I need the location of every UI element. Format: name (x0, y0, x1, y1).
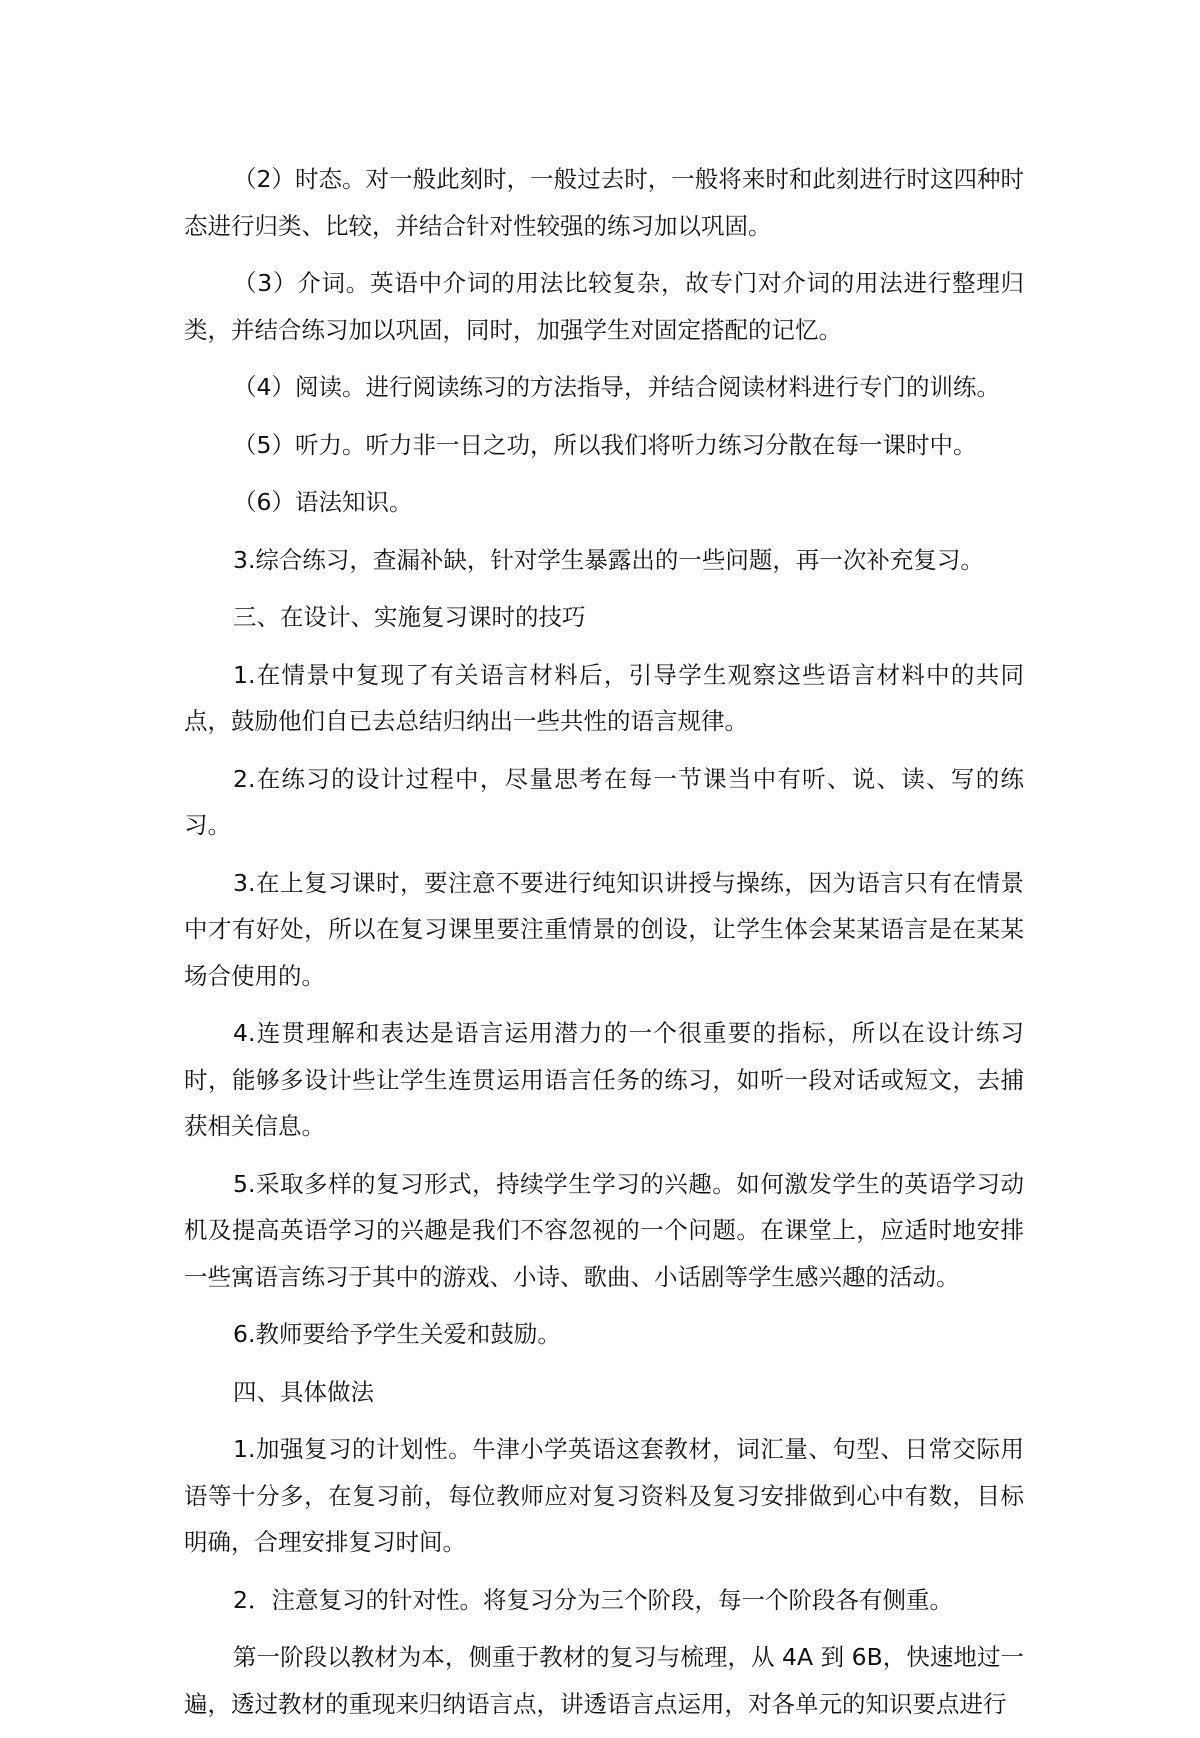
paragraph-tip-2: 2.在练习的设计过程中，尽量思考在每一节课当中有听、说、读、写的练习。 (184, 764, 1024, 839)
paragraph-method-2: 2．注意复习的针对性。将复习分为三个阶段，每一个阶段各有侧重。 (233, 1585, 953, 1614)
paragraph-tense: （2）时态。对一般此刻时，一般过去时，一般将来时和此刻进行时这四种时态进行归类、比较，并结合针对性较强的练习加以巩固。 (184, 165, 1024, 240)
paragraph-listening: （5）听力。听力非一日之功，所以我们将听力练习分散在每一课时中。 (233, 430, 977, 459)
paragraph-preposition: （3）介词。英语中介词的用法比较复杂，故专门对介词的用法进行整理归类，并结合练习加以巩固，同时，加强学生对固定搭配的记忆。 (184, 269, 1024, 344)
paragraph-tip-1: 1.在情景中复现了有关语言材料后，引导学生观察这些语言材料中的共同点，鼓励他们自已去总结归纳出一些共性的语言规律。 (184, 660, 1024, 735)
paragraph-tip-4: 4.连贯理解和表达是语言运用潜力的一个很重要的指标，所以在设计练习时，能够多设计些让学生连贯运用语言任务的练习，如听一段对话或短文，去捕获相关信息。 (184, 1019, 1024, 1140)
paragraph-tip-5: 5.采取多样的复习形式，持续学生学习的兴趣。如何激发学生的英语学习动机及提高英语学习的兴趣是我们不容忽视的一个问题。在课堂上，应适时地安排一些寓语言练习于其中的游戏、小诗、歌曲、小话剧等学生感兴趣的活动。 (184, 1169, 1024, 1291)
paragraph-tip-6: 6.教师要给予学生关爱和鼓励。 (233, 1320, 561, 1348)
document-body (184, 156, 1024, 1738)
section-heading-3: 三、在设计、实施复习课时的技巧 (233, 603, 586, 631)
paragraph-grammar: （6）语法知识。 (233, 488, 413, 516)
paragraph-reading: （4）阅读。进行阅读练习的方法指导，并结合阅读材料进行专门的训练。 (233, 373, 1000, 401)
paragraph-comprehensive-practice: 3.综合练习，查漏补缺，针对学生暴露出的一些问题，再一次补充复习。 (233, 545, 984, 574)
paragraph-tip-3: 3.在上复习课时，要注意不要进行纯知识讲授与操练，因为语言只有在情景中才有好处，所以在复习课里要注重情景的创设，让学生体会某某语言是在某某场合使用的。 (184, 868, 1024, 990)
paragraph-stage-1: 第一阶段以教材为本，侧重于教材的复习与梳理，从 4A 到 6B，快速地过一遍，透过教材的重现来归纳语言点，讲透语言点运用，对各单元的知识要点进行 (184, 1643, 1024, 1718)
section-heading-4: 四、具体做法 (233, 1377, 374, 1406)
paragraph-method-1: 1.加强复习的计划性。牛津小学英语这套教材，词汇量、句型、日常交际用语等十分多，在复习前，每位教师应对复习资料及复习安排做到心中有数，目标明确，合理安排复习时间。 (184, 1435, 1024, 1556)
